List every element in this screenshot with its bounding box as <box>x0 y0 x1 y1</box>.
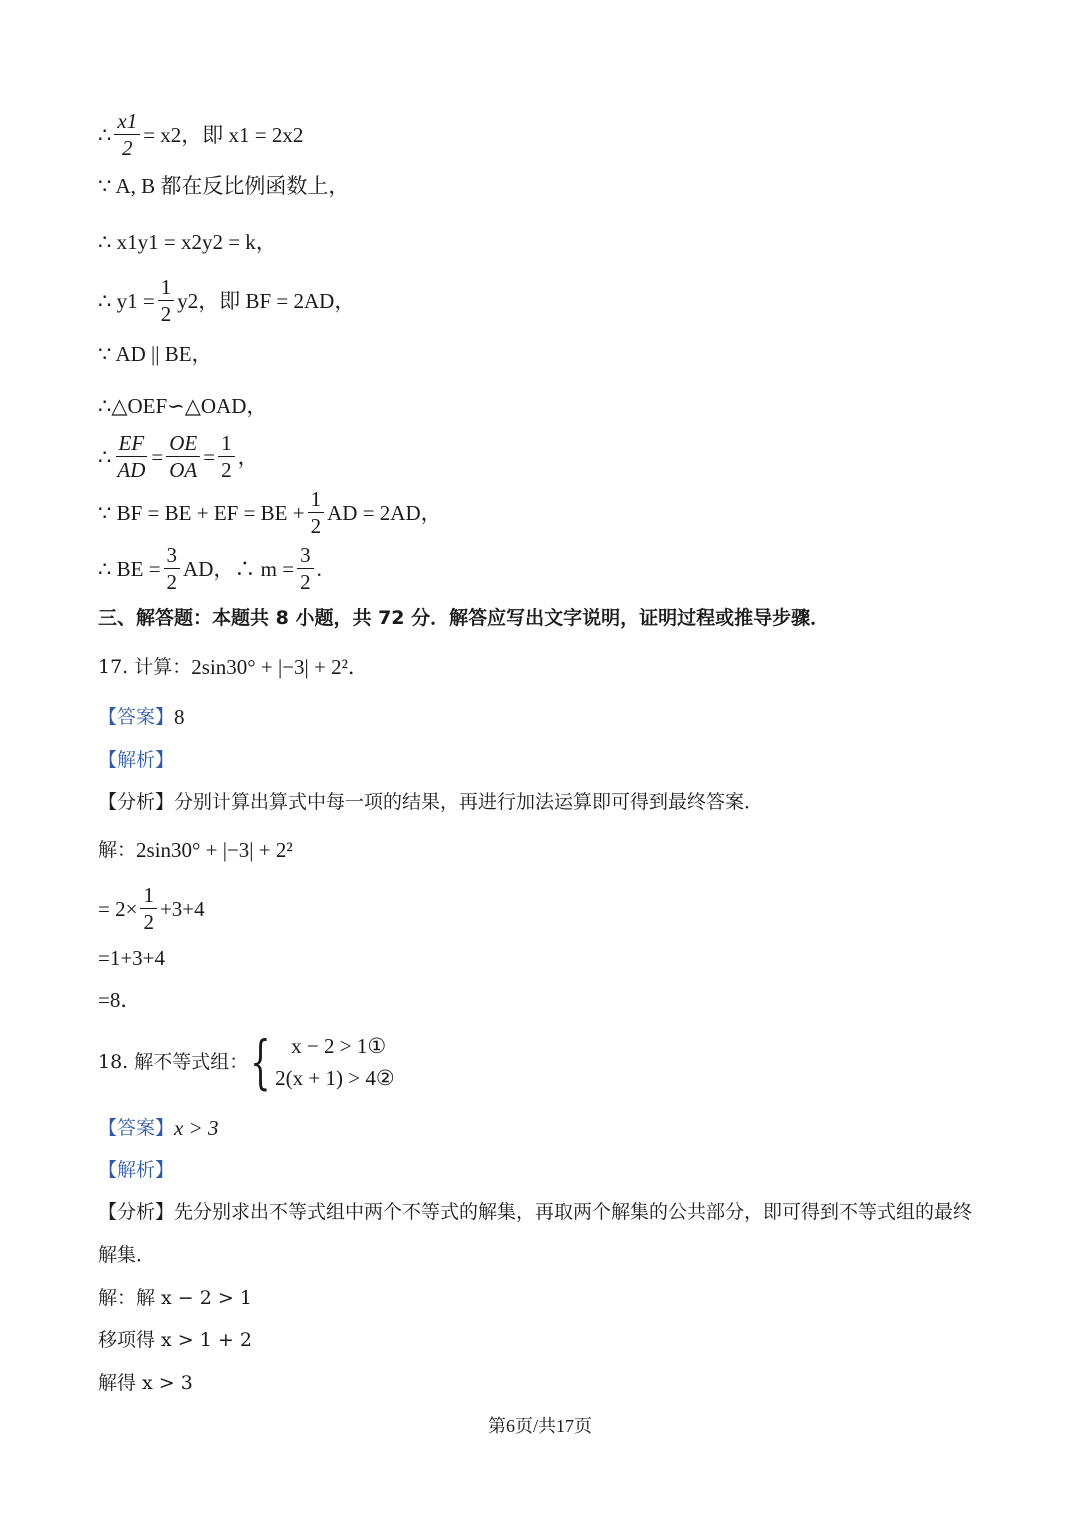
therefore-symbol: ∴ <box>98 122 112 147</box>
fraction: $\frac{OE}{OA}$ <box>166 430 200 483</box>
analysis-tag: 【解析】 <box>98 1159 175 1181</box>
question-expression: 2sin30° + |−3| + 2²． <box>191 655 369 679</box>
inequality-2: 2(x + 1) > 4② <box>275 1066 395 1090</box>
solution-line-2: 移项得 x > 1 + 2 <box>98 1329 252 1351</box>
fraction: $\frac{EF}{AD}$ <box>117 431 146 482</box>
equation-text: ∵ BF = BE + EF = BE + <box>98 500 305 525</box>
answer-tag: 【答案】 <box>98 706 175 728</box>
left-brace: { <box>250 1028 271 1096</box>
equation-text: AD = 2AD， <box>327 500 442 525</box>
question-18 <box>98 1030 395 1094</box>
proof-line-5: ∵ AD || BE， <box>98 342 213 366</box>
solution-step-2: =1+3+4 <box>98 946 166 970</box>
proof-line-2: ∵ A, B 都在反比例函数上， <box>98 174 350 198</box>
section-heading: 三、解答题：本题共 8 小题，共 72 分．解答应写出文字说明，证明过程或推导步骤． <box>98 607 830 629</box>
proof-line-7: ∴ $\frac{EF}{AD}$ = $\frac{OE}{OA}$ = $\frac{1}{2}$ ， <box>98 431 259 482</box>
proof-line-8 <box>98 486 442 539</box>
question-17 <box>98 655 369 679</box>
analysis-tag: 【解析】 <box>98 749 175 771</box>
fraction: $\frac{3}{2}$ <box>164 542 181 595</box>
question-label: 18. 解不等式组： <box>98 1051 249 1073</box>
page-footer: 第6页/共17页 <box>487 1416 592 1436</box>
equation-text: y2，即 BF = 2AD， <box>177 288 356 313</box>
inequality-1: x − 2 > 1① <box>291 1034 387 1058</box>
fraction: $\frac{1}{2}$ <box>140 882 157 935</box>
solution-step-3: =8． <box>98 988 142 1012</box>
answer-17 <box>98 705 185 729</box>
equation-text: ∴ BE = <box>98 556 161 581</box>
answer-tag: 【答案】 <box>98 1117 175 1139</box>
answer-value: x > 3 <box>174 1116 219 1140</box>
solution-label: 解： <box>98 839 137 861</box>
solution-17 <box>98 838 293 862</box>
therefore-symbol: ∴ <box>98 444 112 469</box>
analysis-text-2: 解集． <box>98 1244 156 1266</box>
fraction: $\frac{1}{2}$ <box>308 486 325 539</box>
proof-line-6: ∴△OEF∽△OAD， <box>98 394 268 418</box>
fraction: $\frac{1}{2}$ <box>218 430 235 483</box>
answer-value: 8 <box>174 705 185 729</box>
proof-line-1 <box>98 108 303 161</box>
analysis-text-1: 【分析】先分别求出不等式组中两个不等式的解集，再取两个解集的公共部分，即可得到不等式组的最终 <box>98 1201 973 1223</box>
solution-line-3: 解得 x > 3 <box>98 1372 193 1394</box>
fraction: $\frac{x1}{2}$ <box>114 108 140 161</box>
question-label: 17. 计算： <box>98 656 192 678</box>
proof-line-9: ∴ BE = $\frac{3}{2}$ AD，∴ m = $\frac{3}{2}$ . <box>98 543 322 594</box>
fraction: $\frac{1}{2}$ <box>158 274 175 327</box>
proof-line-3: ∴ x1y1 = x2y2 = k， <box>98 230 277 254</box>
solution-step-1: = 2× $\frac{1}{2}$ +3+4 <box>98 883 205 934</box>
equation-text: AD，∴ m = <box>183 556 295 581</box>
solution-line-1: 解：解 x − 2 > 1 <box>98 1287 252 1309</box>
inequality-system <box>275 1030 395 1094</box>
equation-text: ∴ y1 = <box>98 288 155 313</box>
equation-text: = x2，即 x1 = 2x2 <box>143 122 304 147</box>
solution-expression: 2sin30° + |−3| + 2² <box>136 838 293 862</box>
proof-line-4 <box>98 274 355 327</box>
fraction: $\frac{3}{2}$ <box>297 542 314 595</box>
analysis-text: 【分析】分别计算出算式中每一项的结果，再进行加法运算即可得到最终答案． <box>98 791 764 813</box>
answer-18 <box>98 1116 219 1140</box>
